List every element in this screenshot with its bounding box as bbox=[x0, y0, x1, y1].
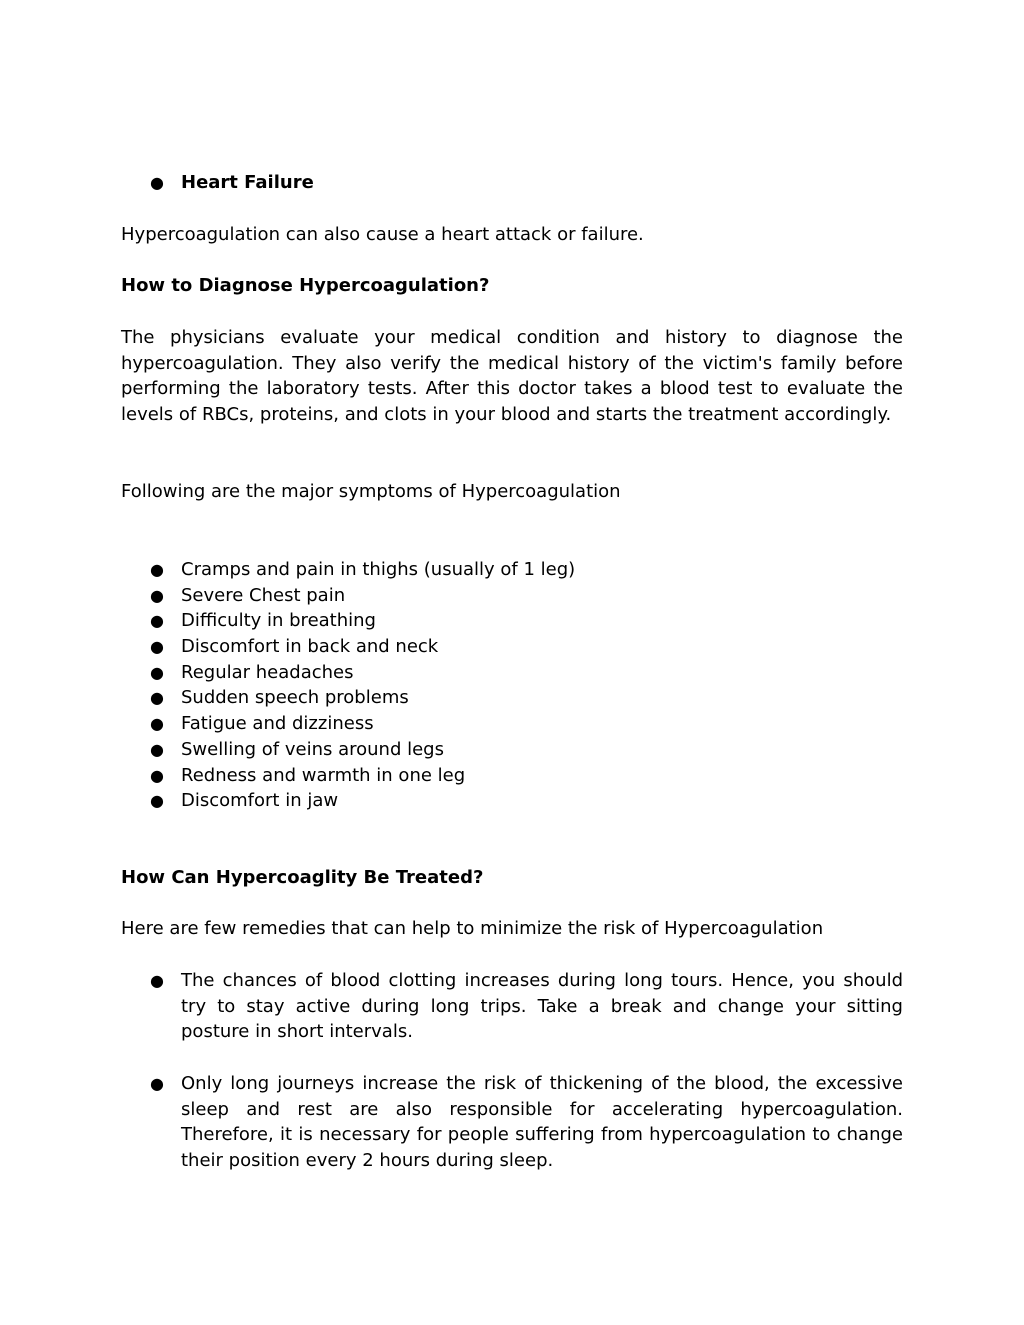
symptoms-intro: Following are the major symptoms of Hypercoagulation bbox=[121, 481, 621, 502]
treat-intro: Here are few remedies that can help to minimize the risk of Hypercoagulation bbox=[121, 918, 824, 939]
bullet-icon: ● bbox=[150, 971, 164, 990]
list-item: ● Difficulty in breathing bbox=[121, 608, 903, 634]
heart-failure-heading: Heart Failure bbox=[181, 172, 314, 193]
list-item: ● Redness and warmth in one leg bbox=[121, 763, 903, 789]
list-item: ● Cramps and pain in thighs (usually of 1 leg) bbox=[121, 557, 903, 583]
bullet-icon: ● bbox=[150, 662, 164, 682]
bullet-icon: ● bbox=[150, 637, 164, 657]
list-item: ● Severe Chest pain bbox=[121, 583, 903, 609]
bullet-icon: ● bbox=[150, 173, 164, 192]
symptoms-list bbox=[121, 557, 903, 814]
bullet-icon: ● bbox=[150, 1074, 164, 1093]
bullet-icon: ● bbox=[150, 739, 164, 759]
heart-failure-text: Hypercoagulation can also cause a heart attack or failure. bbox=[121, 224, 644, 245]
diagnose-heading: How to Diagnose Hypercoagulation? bbox=[121, 275, 490, 296]
bullet-icon: ● bbox=[150, 688, 164, 708]
list-item: ● Fatigue and dizziness bbox=[121, 711, 903, 737]
bullet-icon: ● bbox=[150, 791, 164, 811]
list-item: ● Sudden speech problems bbox=[121, 685, 903, 711]
list-item: ● Regular headaches bbox=[121, 660, 903, 686]
bullet-icon: ● bbox=[150, 585, 164, 605]
bullet-icon: ● bbox=[150, 560, 164, 579]
list-item: ● Swelling of veins around legs bbox=[121, 737, 903, 763]
list-item: ● Discomfort in back and neck bbox=[121, 634, 903, 660]
bullet-icon: ● bbox=[150, 714, 164, 734]
bullet-icon: ● bbox=[150, 765, 164, 785]
diagnose-paragraph: The physicians evaluate your medical condition and history to diagnose the hypercoagulation. They also verify the medical history of the victim's family before performing the laboratory tests. After this doctor takes a blood test to evaluate the levels of RBCs, proteins, and clots in your blood and starts the treatment accordingly. bbox=[121, 327, 903, 426]
bullet-icon: ● bbox=[150, 611, 164, 631]
treat-heading: How Can Hypercoaglity Be Treated? bbox=[121, 867, 484, 888]
list-item: ● Discomfort in jaw bbox=[121, 788, 903, 814]
